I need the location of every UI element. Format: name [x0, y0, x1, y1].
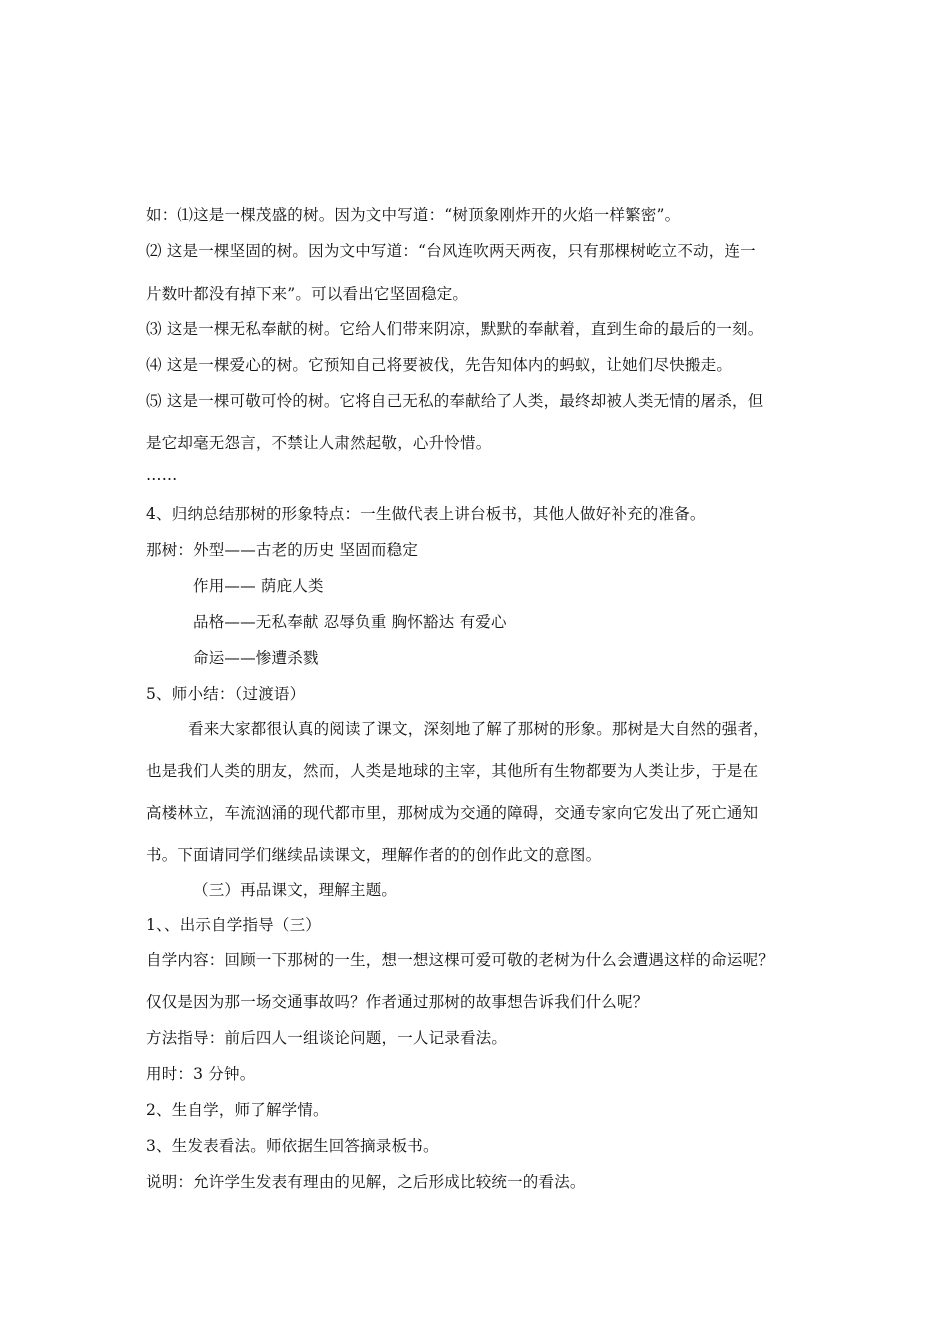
summary-line-2: 也是我们人类的朋友，然而，人类是地球的主宰，其他所有生物都要为人类让步，于是在: [146, 762, 759, 780]
item-3: 3、生发表看法。师依据生回答摘录板书。: [146, 1137, 439, 1155]
example-line-2: ⑵ 这是一棵坚固的树。因为文中写道：“台风连吹两天两夜，只有那棵树屹立不动，连一: [146, 242, 756, 260]
summary-line-4: 书。下面请同学们继续品读课文，理解作者的的创作此文的意图。: [146, 846, 602, 864]
self-study-content: 自学内容：回顾一下那树的一生，想一想这棵可爱可敬的老树为什么会遭遇这样的命运呢？: [146, 951, 775, 969]
method-guidance: 方法指导：前后四人一组谈论问题，一人记录看法。: [146, 1029, 508, 1047]
tree-character: 品格——无私奉献 忍辱负重 胸怀豁达 有爱心: [193, 613, 507, 631]
example-line-5-cont: 是它却毫无怨言，不禁让人肃然起敬，心升怜惜。: [146, 434, 492, 452]
summary-line-1: 看来大家都很认真的阅读了课文，深刻地了解了那树的形象。那树是大自然的强者，: [188, 720, 769, 738]
item-2: 2、生自学，师了解学情。: [146, 1101, 329, 1119]
tree-appearance: 那树：外型——古老的历史 坚固而稳定: [146, 541, 419, 559]
tree-fate: 命运——惨遭杀戮: [193, 649, 319, 667]
example-line-4: ⑷ 这是一棵爱心的树。它预知自己将要被伐，先告知体内的蚂蚁，让她们尽快搬走。: [146, 356, 733, 374]
section-3-heading: （三）再品课文，理解主题。: [193, 881, 398, 899]
item-1: 1、、出示自学指导（三）: [146, 916, 322, 934]
example-line-3: ⑶ 这是一棵无私奉献的树。它给人们带来阴凉，默默的奉献着，直到生命的最后的一刻。: [146, 320, 764, 338]
example-line-2-cont: 片数叶都没有掉下来”。可以看出它坚固稳定。: [146, 285, 469, 303]
step-4-heading: 4、归纳总结那树的形象特点：一生做代表上讲台板书，其他人做好补充的准备。: [146, 505, 706, 523]
note: 说明：允许学生发表有理由的见解，之后形成比较统一的看法。: [146, 1173, 586, 1191]
self-study-content-cont: 仅仅是因为那一场交通事故吗？作者通过那树的故事想告诉我们什么呢？: [146, 993, 649, 1011]
step-5-heading: 5、师小结：（过渡语）: [146, 685, 306, 703]
summary-line-3: 高楼林立，车流汹涌的现代都市里，那树成为交通的障碍，交通专家向它发出了死亡通知: [146, 804, 759, 822]
tree-function: 作用—— 荫庇人类: [193, 577, 324, 595]
example-line-5: ⑸ 这是一棵可敬可怜的树。它将自己无私的奉献给了人类，最终却被人类无情的屠杀，但: [146, 392, 764, 410]
example-line-1: 如：⑴这是一棵茂盛的树。因为文中写道：“树顶象刚炸开的火焰一样繁密”。: [146, 206, 681, 224]
time-limit: 用时：3 分钟。: [146, 1065, 256, 1083]
ellipsis: ……: [146, 466, 178, 484]
